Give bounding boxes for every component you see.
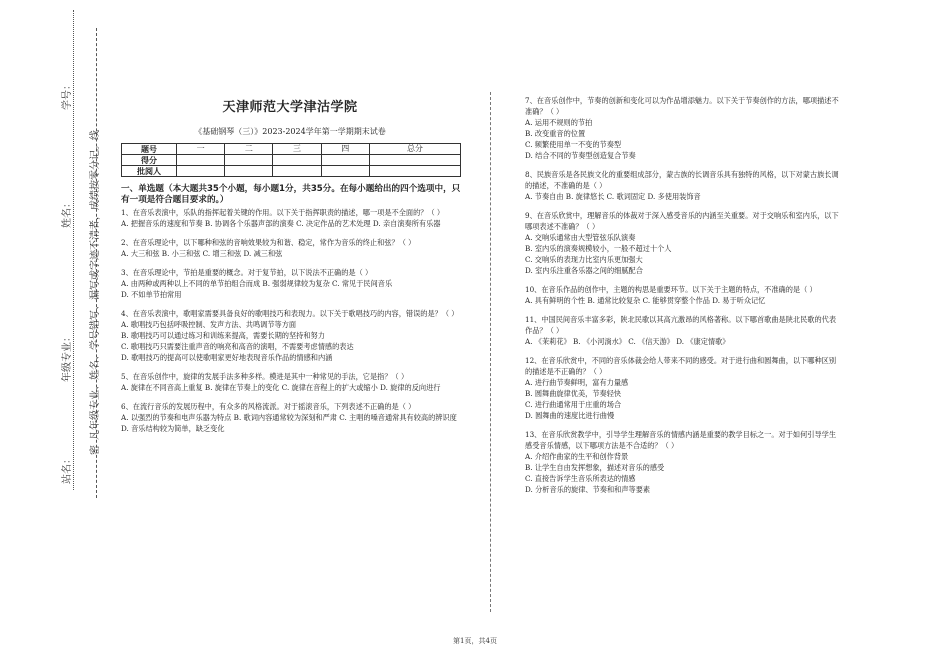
question-item (525, 314, 843, 347)
table-cell: 总分 (369, 144, 460, 155)
column-divider (490, 92, 491, 612)
question-stem: 11、中国民间音乐丰富多彩，陕北民歌以其高亢激昂的风格著称。以下哪首歌曲是陕北民歌的代表作品？（ ） (525, 315, 837, 335)
question-option: D. 结合不同的节奏型创造复合节奏 (525, 151, 636, 160)
table-cell (273, 155, 321, 166)
table-cell (177, 166, 225, 177)
question-option: A. 旋律在不同音高上重复 B. 旋律在节奏上的变化 C. 旋律在音程上的扩大或缩小 D. 旋律的反向进行 (121, 383, 441, 392)
score-table-row-header (122, 144, 461, 155)
question-item (121, 237, 466, 259)
school-title: 天津师范大学津沽学院 (222, 100, 358, 115)
question-option: C. 歌唱技巧只需要注重声音的响亮和高音的演唱，不需要考虑情感的表达 (121, 342, 354, 351)
table-cell (369, 166, 460, 177)
question-option: C. 频繁使用单一不变的节奏型 (525, 140, 622, 149)
question-option: C. 直接告诉学生音乐所表达的情感 (525, 474, 636, 483)
question-option: D. 歌唱技巧的提高可以使歌唱家更好地表现音乐作品的情感和内涵 (121, 353, 333, 362)
binding-mark-line: 线 (90, 130, 101, 140)
question-option: A. 以强烈的节奏和电声乐器为特点 B. 歌词内容通常较为深刻和严肃 C. 主唱的嗓音通常具有较高的辨识度 D. 音乐结构较为简单，缺乏变化 (121, 413, 457, 433)
question-stem: 5、在音乐创作中，旋律的发展手法多种多样。模进是其中一种常见的手法，它是指？（ ） (121, 372, 409, 381)
table-cell (273, 166, 321, 177)
question-option: A. 把握音乐的速度和节奏 B. 协调各个乐器声部的演奏 C. 决定作品的艺术处理 D. 亲自演奏所有乐器 (121, 219, 441, 228)
label-name: 姓名： (62, 198, 73, 228)
label-class: 年级专业： (62, 332, 73, 382)
table-cell: 三 (273, 144, 321, 155)
exam-title: 《基础钢琴（三）》2023-2024学年第一学期期末试卷 (194, 127, 386, 136)
question-list-left (121, 207, 466, 434)
question-option: B. 室内乐的演奏规模较小，一般不超过十个人 (525, 244, 672, 253)
question-item (121, 308, 466, 363)
question-option: A. 具有鲜明的个性 B. 通常比较复杂 C. 能够贯穿整个作品 D. 易于听众记忆 (525, 296, 766, 305)
question-stem: 1、在音乐表演中，乐队的指挥起着关键的作用。以下关于指挥职责的描述，哪一项是不全面的？（ ） (121, 208, 445, 217)
score-table (121, 143, 461, 177)
question-option: D. 室内乐注重各乐器之间的细腻配合 (525, 266, 643, 275)
question-item (525, 210, 843, 276)
label-school: 站名： (62, 454, 73, 484)
question-item (525, 355, 843, 421)
question-stem: 8、民族音乐是各民族文化的重要组成部分，蒙古族的长调音乐具有独特的风格，以下对蒙古族长调的描述，不准确的是（ ） (525, 170, 839, 190)
question-item (121, 371, 466, 393)
question-stem: 12、在音乐欣赏中，不同的音乐体裁会给人带来不同的感受。对于进行曲和圆舞曲，以下哪种区别的描述是不正确的？（ ） (525, 356, 837, 376)
left-column (121, 184, 466, 442)
question-item (525, 284, 843, 306)
score-table-row-score (122, 155, 461, 166)
table-cell (225, 166, 273, 177)
question-option: A. 由两种或两种以上不同的单节拍组合而成 B. 强弱规律较为复杂 C. 常见于民间音乐 (121, 279, 393, 288)
question-item (525, 95, 843, 161)
question-option: D. 圆舞曲的速度比进行曲慢 (525, 411, 615, 420)
question-stem: 10、在音乐作品的创作中，主题的构思是重要环节。以下关于主题的特点，不准确的是（ ） (525, 285, 817, 294)
table-cell: 二 (225, 144, 273, 155)
question-option: D. 不如单节拍常用 (121, 290, 182, 299)
question-option: A. 《茉莉花》 B. 《小河淌水》 C. 《信天游》 D. 《康定情歌》 (525, 337, 730, 346)
question-item (121, 401, 466, 434)
label-student-id: 学号： (62, 80, 73, 110)
table-cell: 批阅人 (122, 166, 177, 177)
question-stem: 4、在音乐表演中，歌唱家需要具备良好的歌唱技巧和表现力。以下关于歌唱技巧的内容，错误的是？（ ） (121, 309, 459, 318)
question-option: A. 歌唱技巧包括呼吸控制、发声方法、共鸣调节等方面 (121, 320, 297, 329)
question-stem: 6、在流行音乐的发展历程中，有众多的风格流派。对于摇滚音乐，下列表述不正确的是（ ） (121, 402, 416, 411)
question-option: B. 让学生自由发挥想象，描述对音乐的感受 (525, 463, 665, 472)
table-cell (321, 166, 369, 177)
table-cell (177, 155, 225, 166)
question-option: B. 改变重音的位置 (525, 129, 586, 138)
question-stem: 9、在音乐欣赏中，理解音乐的体裁对于深入感受音乐的内涵至关重要。对于交响乐和室内乐，以下哪项表述不准确？（ ） (525, 211, 839, 231)
question-item (121, 207, 466, 229)
table-cell (369, 155, 460, 166)
table-cell (321, 155, 369, 166)
question-option: C. 交响乐的表现力比室内乐更加强大 (525, 255, 643, 264)
question-item (121, 267, 466, 300)
page-number: 第1页，共4页 (453, 637, 497, 645)
question-option: A. 进行曲节奏鲜明，富有力量感 (525, 378, 629, 387)
question-option: A. 介绍作曲家的生平和创作背景 (525, 452, 629, 461)
question-option: B. 歌唱技巧可以通过练习和训练来提高，需要长期的坚持和努力 (121, 331, 325, 340)
question-item (525, 169, 843, 202)
question-option: A. 大三和弦 B. 小三和弦 C. 增三和弦 D. 减三和弦 (121, 249, 283, 258)
question-item (525, 429, 843, 495)
table-cell (225, 155, 273, 166)
table-cell: 得分 (122, 155, 177, 166)
right-column (525, 95, 843, 503)
binding-warning: 凡年级专业、姓名、学号错写、漏写或字迹不清者，成绩按零分记。 (90, 140, 101, 440)
question-option: A. 交响乐通常由大型管弦乐队演奏 (525, 233, 636, 242)
question-option: B. 圆舞曲旋律优美，节奏轻快 (525, 389, 622, 398)
question-option: D. 分析音乐的旋律、节奏和和声等要素 (525, 485, 651, 494)
question-stem: 2、在音乐理论中，以下哪种和弦的音响效果较为和谐、稳定，常作为音乐的终止和弦？（ ） (121, 238, 416, 247)
question-option: C. 进行曲通常用于庄重的场合 (525, 400, 622, 409)
table-cell: 一 (177, 144, 225, 155)
table-cell: 四 (321, 144, 369, 155)
question-option: A. 运用不规则的节拍 (525, 118, 593, 127)
table-cell: 题号 (122, 144, 177, 155)
question-stem: 13、在音乐欣赏教学中，引导学生理解音乐的情感内涵是重要的教学目标之一。对于如何引导学生感受音乐情感，以下哪项方法是不合适的？（ ） (525, 430, 837, 450)
question-stem: 7、在音乐创作中，节奏的创新和变化可以为作品增添魅力。以下关于节奏创作的方法，哪项描述不准确？（ ） (525, 96, 839, 116)
question-option: A. 节奏自由 B. 旋律悠长 C. 歌词固定 D. 多使用装饰音 (525, 192, 701, 201)
question-list-right (525, 95, 843, 495)
score-table-row-grader (122, 166, 461, 177)
binding-line-inner (73, 10, 74, 490)
question-stem: 3、在音乐理论中，节拍是重要的概念。对于复节拍，以下说法不正确的是（ ） (121, 268, 373, 277)
section-heading: 一、单选题（本大题共35个小题，每小题1分，共35分。在每小题给出的四个选项中，只有一项是符合题目要求的。） (121, 184, 461, 205)
binding-mark-seal: 密 (90, 445, 101, 455)
